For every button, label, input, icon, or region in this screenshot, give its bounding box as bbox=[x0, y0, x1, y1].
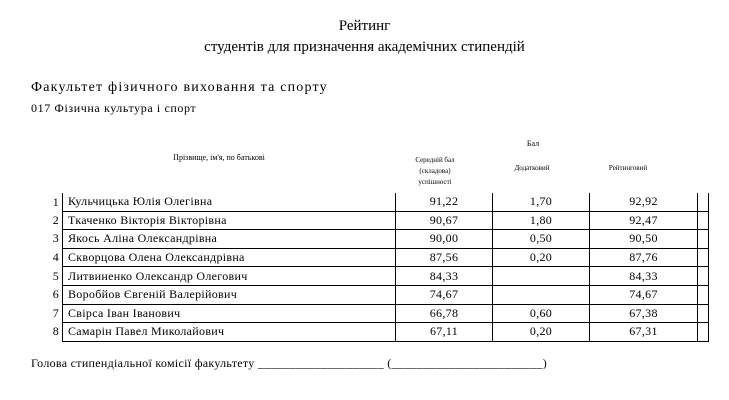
rating-score: 92,92 bbox=[590, 193, 698, 211]
average-score: 66,78 bbox=[396, 304, 493, 323]
faculty-name: Факультет фізичного виховання та спорту bbox=[31, 80, 328, 95]
rating-score: 92,47 bbox=[590, 211, 698, 230]
row-number: 5 bbox=[31, 267, 63, 286]
empty-cell bbox=[698, 248, 709, 267]
table-row bbox=[31, 323, 709, 342]
table-row bbox=[31, 211, 709, 230]
rating-score: 84,33 bbox=[590, 267, 698, 286]
row-number: 1 bbox=[31, 193, 63, 211]
additional-score bbox=[493, 267, 590, 286]
row-number: 3 bbox=[31, 230, 63, 249]
rating-score: 74,67 bbox=[590, 285, 698, 304]
rating-table bbox=[31, 193, 709, 342]
student-name: Воробйов Євгеній Валерійович bbox=[63, 285, 396, 304]
student-name: Скворцова Олена Олександрівна bbox=[63, 248, 396, 267]
row-number: 4 bbox=[31, 248, 63, 267]
student-name: Ткаченко Вікторія Вікторівна bbox=[63, 211, 396, 230]
row-number: 7 bbox=[31, 304, 63, 323]
table-row bbox=[31, 285, 709, 304]
student-name: Литвиненко Олександр Олегович bbox=[63, 267, 396, 286]
header-score-group: Бал bbox=[526, 139, 540, 148]
additional-score: 1,70 bbox=[493, 193, 590, 211]
header-average-line3: успішності bbox=[418, 178, 452, 186]
student-name: Кульчицька Юлія Олегівна bbox=[63, 193, 396, 211]
empty-cell bbox=[698, 230, 709, 249]
row-number: 6 bbox=[31, 285, 63, 304]
empty-cell bbox=[698, 267, 709, 286]
table-row bbox=[31, 267, 709, 286]
rating-score: 67,38 bbox=[590, 304, 698, 323]
row-number: 2 bbox=[31, 211, 63, 230]
signature-line: Голова стипендіальної комісії факультету ____________________ (________________________) bbox=[31, 356, 547, 370]
additional-score: 0,20 bbox=[493, 248, 590, 267]
document-subtitle: студентів для призначення академічних стипендій bbox=[204, 39, 525, 55]
rating-score: 90,50 bbox=[590, 230, 698, 249]
average-score: 67,11 bbox=[396, 323, 493, 342]
average-score: 74,67 bbox=[396, 285, 493, 304]
empty-cell bbox=[698, 285, 709, 304]
row-number: 8 bbox=[31, 323, 63, 342]
header-additional: Додатковий bbox=[514, 164, 550, 172]
student-name: Якось Аліна Олександрівна bbox=[63, 230, 396, 249]
empty-cell bbox=[698, 193, 709, 211]
additional-score: 0,50 bbox=[493, 230, 590, 249]
additional-score: 1,80 bbox=[493, 211, 590, 230]
additional-score: 0,20 bbox=[493, 323, 590, 342]
table-row bbox=[31, 193, 709, 211]
additional-score bbox=[493, 285, 590, 304]
rating-score: 87,76 bbox=[590, 248, 698, 267]
header-average bbox=[395, 155, 475, 188]
student-name: Свірса Іван Іванович bbox=[63, 304, 396, 323]
average-score: 90,67 bbox=[396, 211, 493, 230]
rating-table-body bbox=[31, 193, 709, 341]
average-score: 84,33 bbox=[396, 267, 493, 286]
table-row bbox=[31, 248, 709, 267]
average-score: 91,22 bbox=[396, 193, 493, 211]
empty-cell bbox=[698, 211, 709, 230]
empty-cell bbox=[698, 323, 709, 342]
empty-cell bbox=[698, 304, 709, 323]
header-average-line2: (складова) bbox=[419, 167, 451, 175]
table-row bbox=[31, 304, 709, 323]
table-row bbox=[31, 230, 709, 249]
document-title: Рейтинг bbox=[338, 18, 391, 34]
additional-score: 0,60 bbox=[493, 304, 590, 323]
header-rating: Рейтинговий bbox=[608, 164, 648, 172]
student-name: Самарін Павел Миколайович bbox=[63, 323, 396, 342]
average-score: 87,56 bbox=[396, 248, 493, 267]
header-average-line1: Середній бал bbox=[415, 156, 455, 164]
header-full-name: Прізвище, ім'я, по батькові bbox=[173, 153, 265, 162]
specialty-name: 017 Фізична культура і спорт bbox=[31, 101, 197, 115]
rating-score: 67,31 bbox=[590, 323, 698, 342]
average-score: 90,00 bbox=[396, 230, 493, 249]
